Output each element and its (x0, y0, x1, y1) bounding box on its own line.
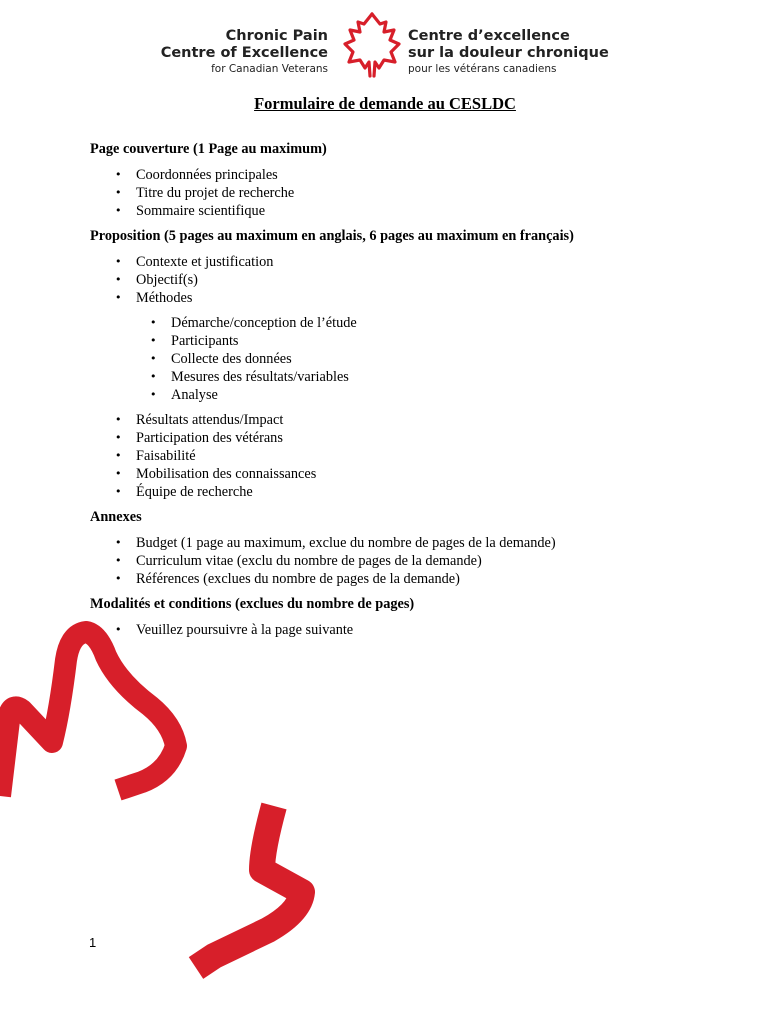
maple-leaf-logo-icon (339, 10, 405, 78)
section-heading-annexes: Annexes (90, 509, 142, 525)
list-item: • Équipe de recherche (136, 483, 316, 501)
document-title: Formulaire de demande au CESLDC (254, 94, 516, 113)
cpce-logo (0, 10, 770, 78)
list-item: • Démarche/conception de l’étude (171, 314, 357, 332)
list-item: • Curriculum vitae (exclu du nombre de pages de la demande) (136, 552, 556, 570)
list-item: • Titre du projet de recherche (136, 184, 294, 202)
proposal-list-b (136, 411, 316, 501)
list-item: • Résultats attendus/Impact (136, 411, 316, 429)
list-item: • Mobilisation des connaissances (136, 465, 316, 483)
cover-list (136, 166, 294, 220)
list-item: • Budget (1 page au maximum, exclue du nombre de pages de la demande) (136, 534, 556, 552)
section-heading-cover: Page couverture (1 Page au maximum) (90, 141, 327, 157)
list-item: • Coordonnées principales (136, 166, 294, 184)
logo-english-text (161, 28, 328, 76)
list-item: • Sommaire scientifique (136, 202, 294, 220)
list-item: • Collecte des données (171, 350, 357, 368)
list-item: • Veuillez poursuivre à la page suivante (136, 621, 353, 639)
logo-en-line3: for Canadian Veterans (211, 63, 328, 75)
list-item: • Faisabilité (136, 447, 316, 465)
list-item: • Participants (171, 332, 357, 350)
annexes-list (136, 534, 556, 588)
logo-fr-line1: Centre d’excellence (408, 28, 570, 44)
methods-sublist (171, 314, 357, 404)
list-item: • Mesures des résultats/variables (171, 368, 357, 386)
logo-fr-line3: pour les vétérans canadiens (408, 63, 557, 75)
section-heading-terms: Modalités et conditions (exclues du nombre de pages) (90, 596, 415, 612)
list-item: • Contexte et justification (136, 253, 273, 271)
section-heading-proposal: Proposition (5 pages au maximum en anglais, 6 pages au maximum en français) (90, 228, 574, 244)
logo-en-line2: Centre of Excellence (160, 45, 328, 61)
proposal-list-a (136, 253, 273, 307)
logo-french-text (408, 28, 609, 76)
page-number: 1 (89, 935, 97, 950)
list-item: • Analyse (171, 386, 357, 404)
logo-en-line1: Chronic Pain (225, 28, 328, 44)
list-item: • Références (exclues du nombre de pages de la demande) (136, 570, 556, 588)
list-item: • Objectif(s) (136, 271, 273, 289)
list-item: • Méthodes (136, 289, 273, 307)
list-item: • Participation des vétérans (136, 429, 316, 447)
logo-fr-line2: sur la douleur chronique (408, 45, 609, 61)
maple-leaf-watermark-icon (0, 620, 360, 980)
